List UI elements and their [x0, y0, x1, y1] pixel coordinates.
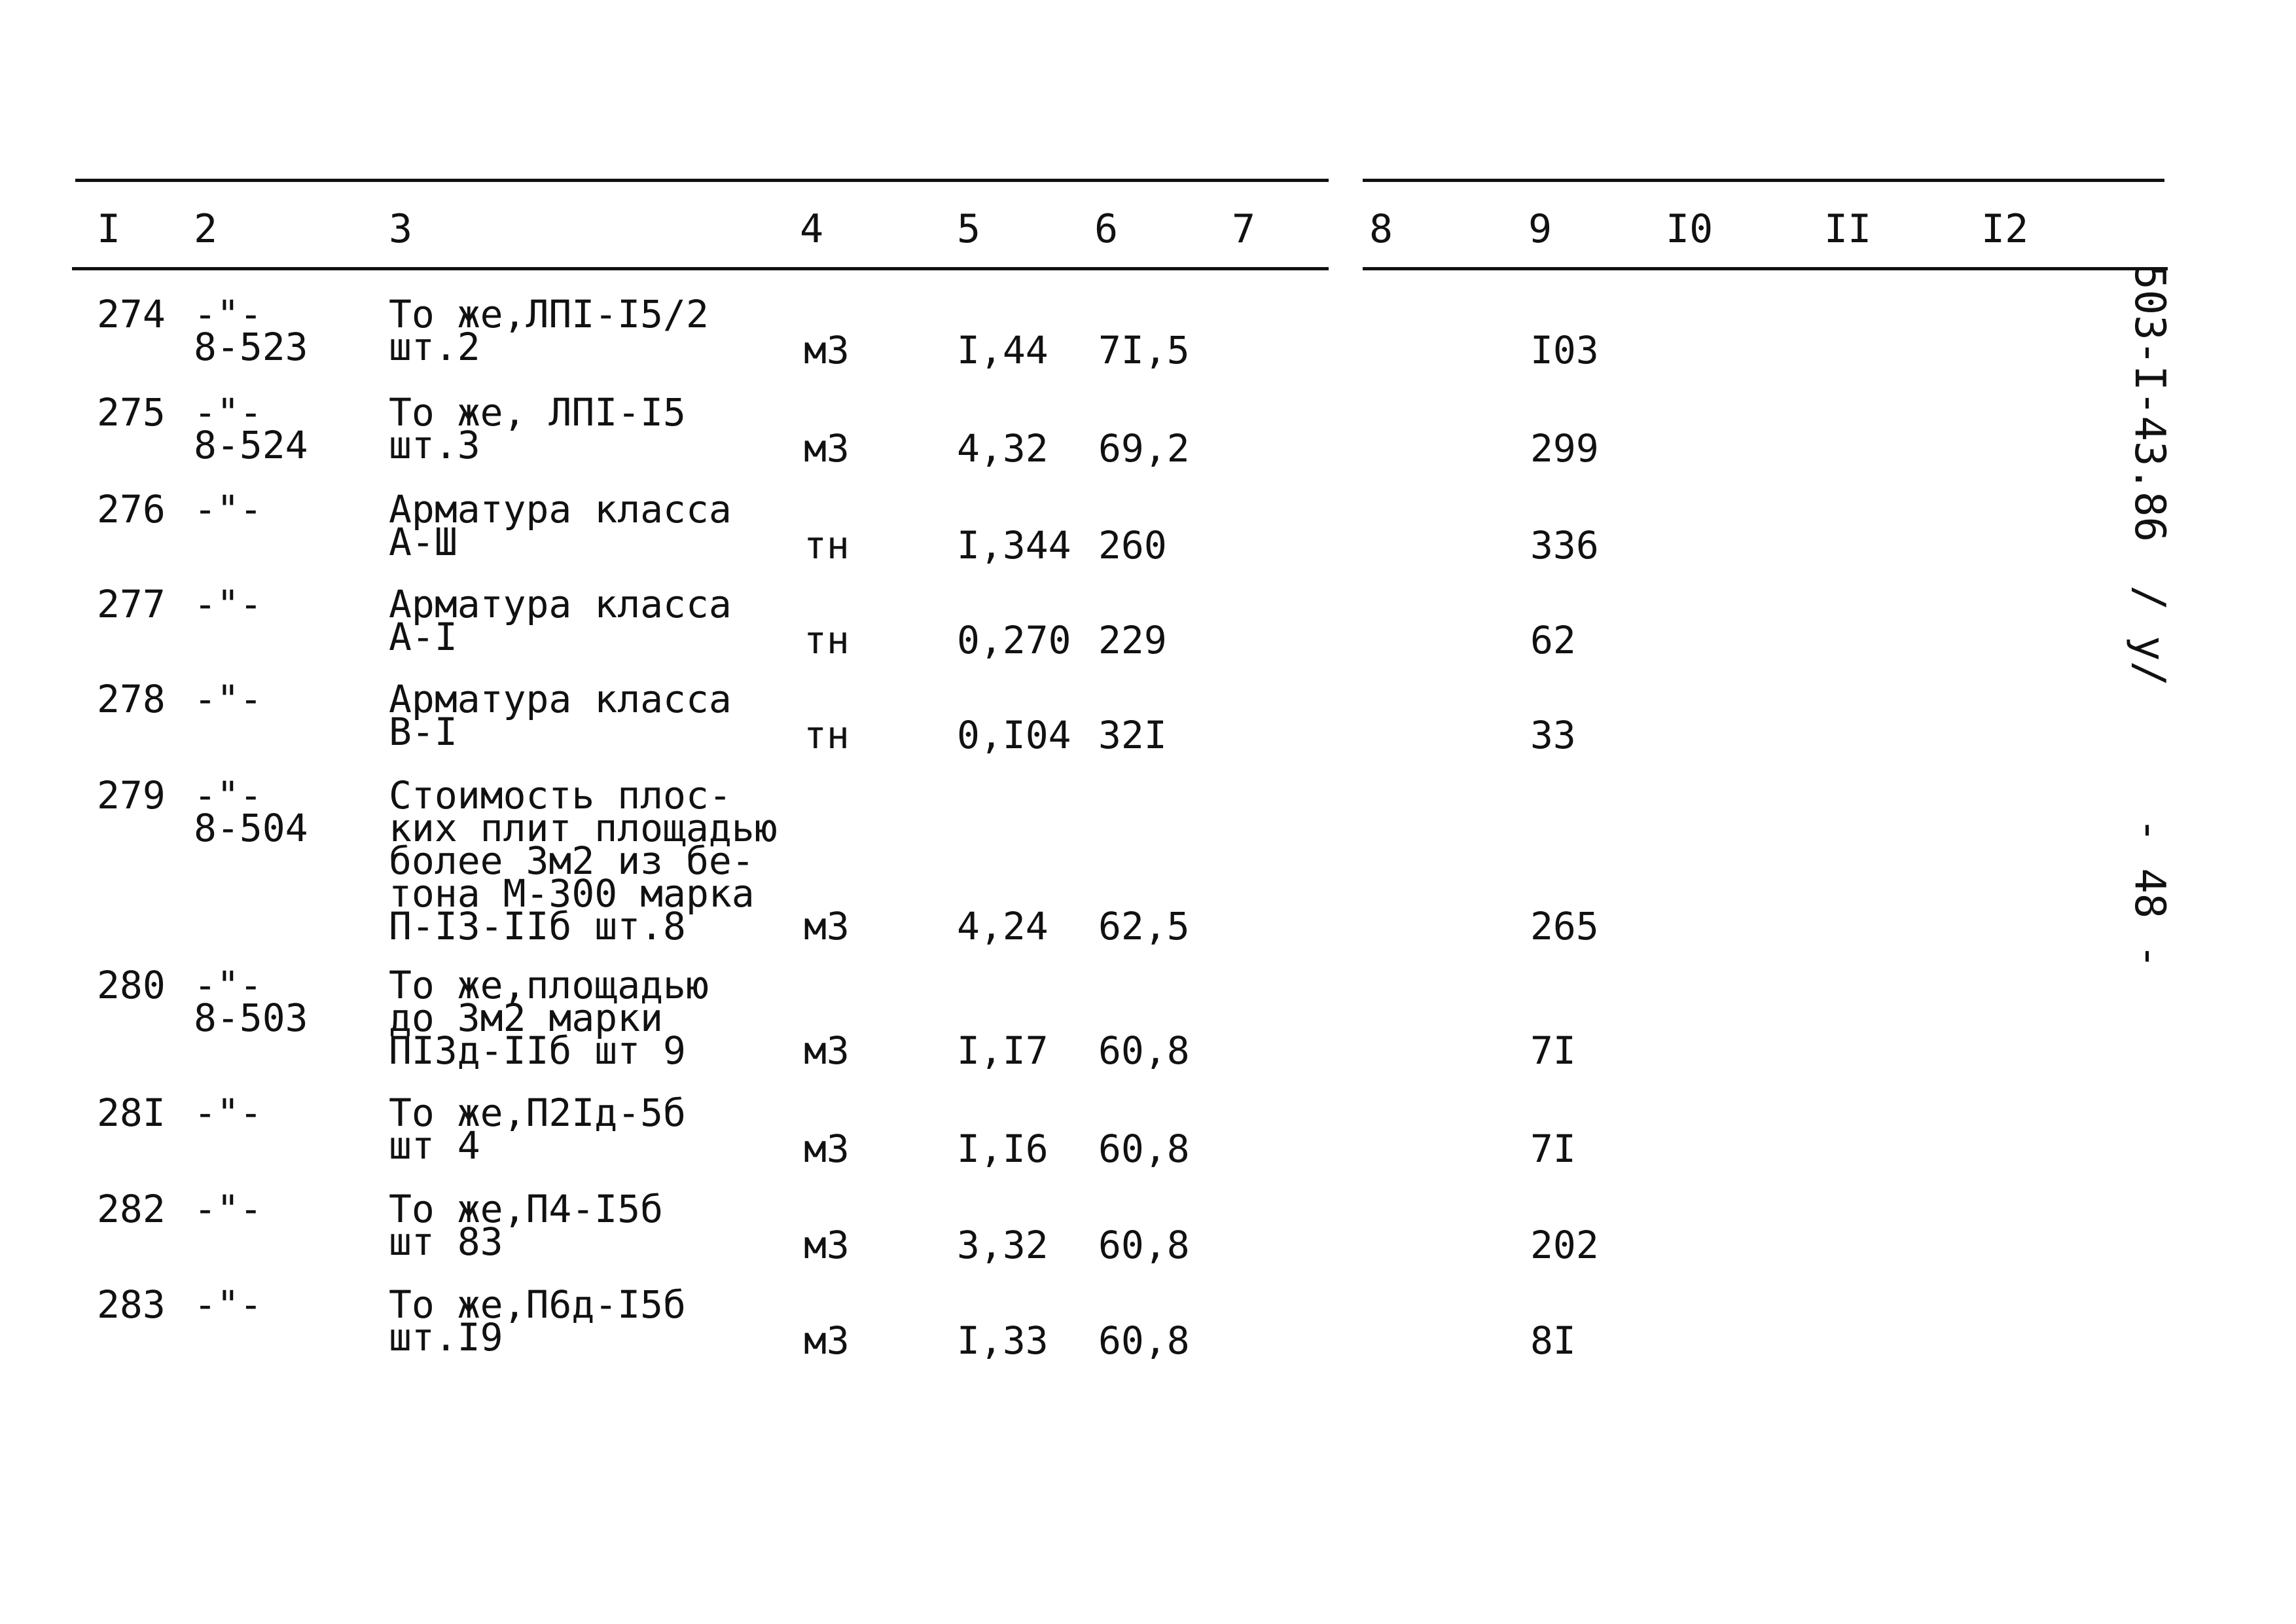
top-rule-right [1363, 179, 2164, 182]
row-total: 202 [1530, 1223, 1599, 1267]
row-unit-price: 69,2 [1098, 426, 1190, 471]
row-unit-price: 60,8 [1098, 1028, 1190, 1073]
row-total: 265 [1530, 904, 1599, 948]
row-reference: -"- 8-523 [194, 292, 308, 369]
row-total: 7I [1530, 1127, 1576, 1171]
row-number: 279 [97, 773, 166, 818]
row-description: То же,ЛПI-I5/2 шт.2 [389, 292, 709, 369]
row-description: То же, ЛПI-I5 шт.3 [389, 390, 686, 467]
col-header-8: 8 [1369, 206, 1393, 252]
row-description: Стоимость плос- ких плит площадью более 3м2 из бе- тона М-300 марка П-I3-IIб шт.8 [389, 773, 778, 948]
side-mark [2087, 484, 2212, 686]
col-header-11: II [1824, 206, 1872, 252]
row-total: 7I [1530, 1028, 1576, 1073]
row-quantity: 0,270 [957, 618, 1071, 662]
col-header-5: 5 [957, 206, 981, 252]
row-description: То же,П4-I5б шт 83 [389, 1187, 664, 1264]
side-page-number [2087, 717, 2212, 969]
page-number: - 48 - [2125, 818, 2174, 969]
col-header-2: 2 [194, 206, 218, 252]
document-code: 503-I-43.86 [2125, 264, 2174, 542]
row-unit: м3 [804, 1223, 850, 1267]
row-unit: м3 [804, 328, 850, 372]
sheet-mark: / у/ [2125, 585, 2174, 687]
row-unit-price: 60,8 [1098, 1127, 1190, 1171]
row-total: 33 [1530, 713, 1576, 757]
row-total: 336 [1530, 523, 1599, 568]
row-total: 8I [1530, 1318, 1576, 1363]
row-reference: -"- [194, 1091, 262, 1135]
row-number: 282 [97, 1187, 166, 1231]
row-quantity: 0,I04 [957, 713, 1071, 757]
row-unit: тн [804, 618, 850, 662]
row-unit: тн [804, 523, 850, 568]
row-number: 283 [97, 1282, 166, 1327]
row-description: То же,П6д-I5б шт.I9 [389, 1282, 686, 1360]
row-unit: м3 [804, 904, 850, 948]
row-quantity: 3,32 [957, 1223, 1049, 1267]
col-header-3: 3 [389, 206, 413, 252]
row-unit-price: 62,5 [1098, 904, 1190, 948]
row-unit: тн [804, 713, 850, 757]
row-quantity: 4,32 [957, 426, 1049, 471]
row-total: 62 [1530, 618, 1576, 662]
row-total: 299 [1530, 426, 1599, 471]
col-header-7: 7 [1232, 206, 1256, 252]
row-unit-price: 60,8 [1098, 1318, 1190, 1363]
row-reference: -"- [194, 582, 262, 626]
row-total: I03 [1530, 328, 1599, 372]
row-number: 28I [97, 1091, 166, 1135]
row-description: Арматура класса А-I [389, 582, 732, 659]
row-unit: м3 [804, 426, 850, 471]
row-unit-price: 32I [1098, 713, 1167, 757]
row-reference: -"- [194, 487, 262, 532]
header-rule-left [72, 267, 1329, 270]
row-number: 278 [97, 677, 166, 721]
col-header-12: I2 [1981, 206, 2029, 252]
row-number: 280 [97, 963, 166, 1007]
row-quantity: I,I7 [957, 1028, 1049, 1073]
row-quantity: 4,24 [957, 904, 1049, 948]
col-header-1: I [97, 206, 121, 252]
row-reference: -"- 8-504 [194, 773, 308, 850]
row-quantity: I,I6 [957, 1127, 1049, 1171]
row-reference: -"- 8-524 [194, 390, 308, 467]
row-number: 277 [97, 582, 166, 626]
row-number: 276 [97, 487, 166, 532]
row-unit: м3 [804, 1127, 850, 1171]
row-quantity: I,44 [957, 328, 1049, 372]
row-description: То же,П2Iд-5б шт 4 [389, 1091, 686, 1168]
row-quantity: I,33 [957, 1318, 1049, 1363]
row-reference: -"- 8-503 [194, 963, 308, 1040]
row-description: Арматура класса В-I [389, 677, 732, 754]
row-unit-price: 60,8 [1098, 1223, 1190, 1267]
col-header-10: I0 [1666, 206, 1713, 252]
row-reference: -"- [194, 1282, 262, 1327]
row-quantity: I,344 [957, 523, 1071, 568]
row-unit: м3 [804, 1028, 850, 1073]
col-header-4: 4 [800, 206, 824, 252]
col-header-9: 9 [1528, 206, 1552, 252]
row-description: То же,площадью до 3м2 марки ПI3д-IIб шт 9 [389, 963, 709, 1073]
row-number: 275 [97, 390, 166, 435]
row-description: Арматура класса А-Ш [389, 487, 732, 564]
row-unit-price: 229 [1098, 618, 1167, 662]
header-rule-right [1363, 267, 2168, 270]
col-header-6: 6 [1094, 206, 1119, 252]
row-unit-price: 260 [1098, 523, 1167, 568]
top-rule-left [75, 179, 1329, 182]
row-reference: -"- [194, 677, 262, 721]
row-unit: м3 [804, 1318, 850, 1363]
row-number: 274 [97, 292, 166, 336]
row-unit-price: 7I,5 [1098, 328, 1190, 372]
row-reference: -"- [194, 1187, 262, 1231]
